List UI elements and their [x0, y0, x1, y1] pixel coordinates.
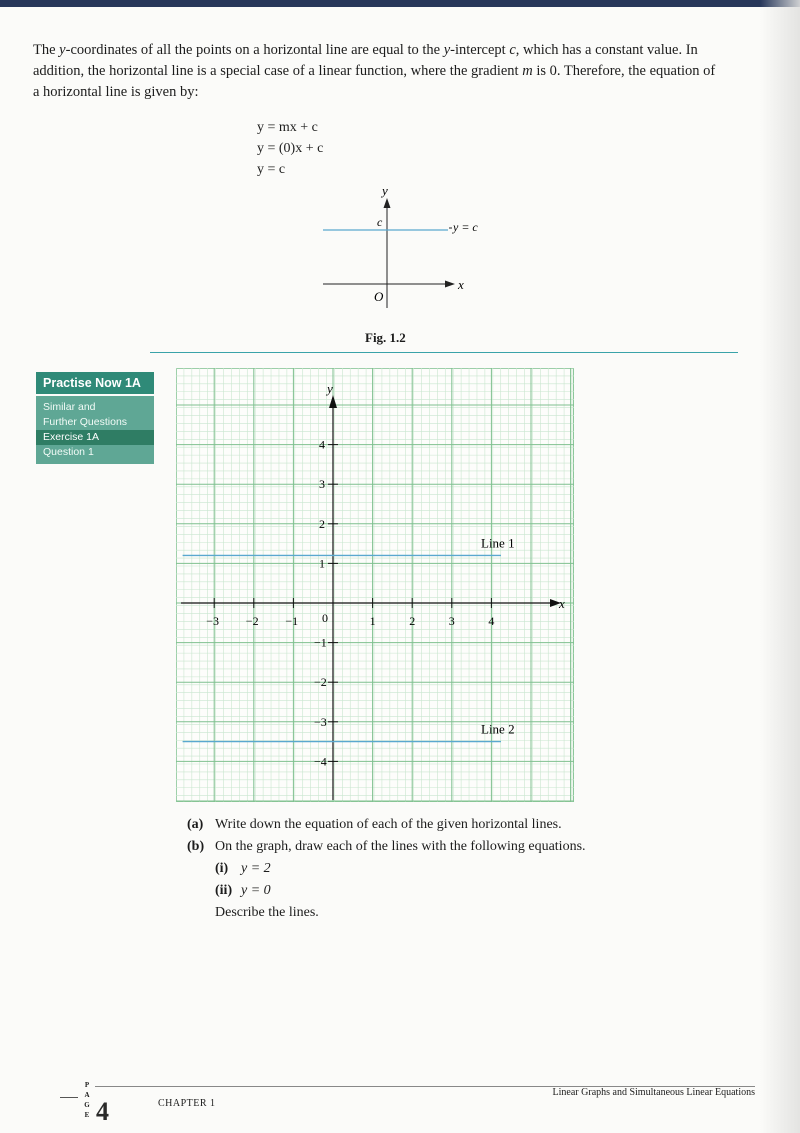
y-tick-label: 1	[319, 556, 325, 571]
question-describe: Describe the lines.	[215, 905, 319, 920]
y-tick-label: 2	[319, 516, 325, 531]
question-b-text: On the graph, draw each of the lines with the following equations.	[215, 839, 586, 854]
question-ii-label: (ii)	[215, 883, 233, 898]
fig-y-label: y	[382, 183, 388, 198]
y-tick-label: 4	[319, 437, 325, 452]
question-ii-text: y = 0	[241, 883, 271, 898]
page-word: PAGE	[84, 1081, 90, 1119]
practise-title: Practise Now 1A	[36, 372, 154, 394]
fig-y-arrow-icon	[384, 198, 391, 208]
fig-origin-label: O	[374, 289, 384, 304]
graph-grid-chart	[176, 368, 574, 802]
running-title: Linear Graphs and Simultaneous Linear Equations	[552, 1087, 755, 1098]
practise-now-box	[36, 372, 154, 464]
x-tick-label: 4	[488, 614, 495, 628]
y-tick-label: −1	[314, 635, 327, 650]
question-i-text: y = 2	[241, 861, 271, 876]
y-tick-label: −3	[314, 714, 327, 729]
y-axis-label: y	[327, 381, 333, 396]
equation-line-2: y = (0)x + c	[257, 141, 324, 156]
fig-c-label: c	[377, 215, 383, 229]
fig-line-label: y = c	[453, 220, 478, 234]
practise-line-2: Further Questions	[43, 416, 128, 428]
equation-line-3: y = c	[257, 162, 286, 177]
y-tick-label: 3	[319, 477, 325, 492]
questions-block	[187, 814, 586, 924]
line-1-label: Line 1	[481, 535, 515, 551]
practise-line-1: Similar and	[43, 401, 96, 413]
y-tick-label: −2	[314, 675, 327, 690]
equation-line-1: y = mx + c	[257, 120, 318, 135]
figure-caption: Fig. 1.2	[365, 330, 406, 345]
section-divider	[150, 352, 738, 353]
practise-reference	[36, 396, 154, 464]
question-b-label: (b)	[187, 839, 205, 854]
footer-dash	[60, 1097, 78, 1098]
x-tick-label: 1	[369, 614, 376, 628]
page-number: 4	[96, 1097, 109, 1126]
fig-x-label: x	[458, 277, 464, 292]
intro-paragraph: The y-coordinates of all the points on a horizontal line are equal to the y-intercept c, which has a constant value. In addition, the horizontal line is a special case of a linear function, where the gradient m is 0. Therefore, the equation of a horizontal line is given by:	[33, 42, 716, 100]
x-axis-label: x	[559, 596, 565, 611]
x-tick-label: −3	[206, 614, 219, 628]
question-a-label: (a)	[187, 817, 204, 832]
practise-exercise: Exercise 1A	[36, 430, 154, 445]
x-tick-label: −2	[245, 614, 259, 628]
origin-label: 0	[322, 611, 328, 625]
practise-question: Question 1	[43, 446, 94, 458]
question-a-text: Write down the equation of each of the given horizontal lines.	[215, 817, 562, 832]
x-tick-label: 2	[409, 614, 416, 628]
question-i-label: (i)	[215, 861, 229, 876]
x-tick-label: 3	[448, 614, 455, 628]
chapter-label: CHAPTER 1	[158, 1098, 216, 1109]
fig-x-arrow-icon	[445, 281, 455, 288]
line-2-label: Line 2	[481, 721, 515, 737]
x-tick-label: −1	[285, 614, 299, 628]
y-tick-label: −4	[314, 754, 327, 769]
